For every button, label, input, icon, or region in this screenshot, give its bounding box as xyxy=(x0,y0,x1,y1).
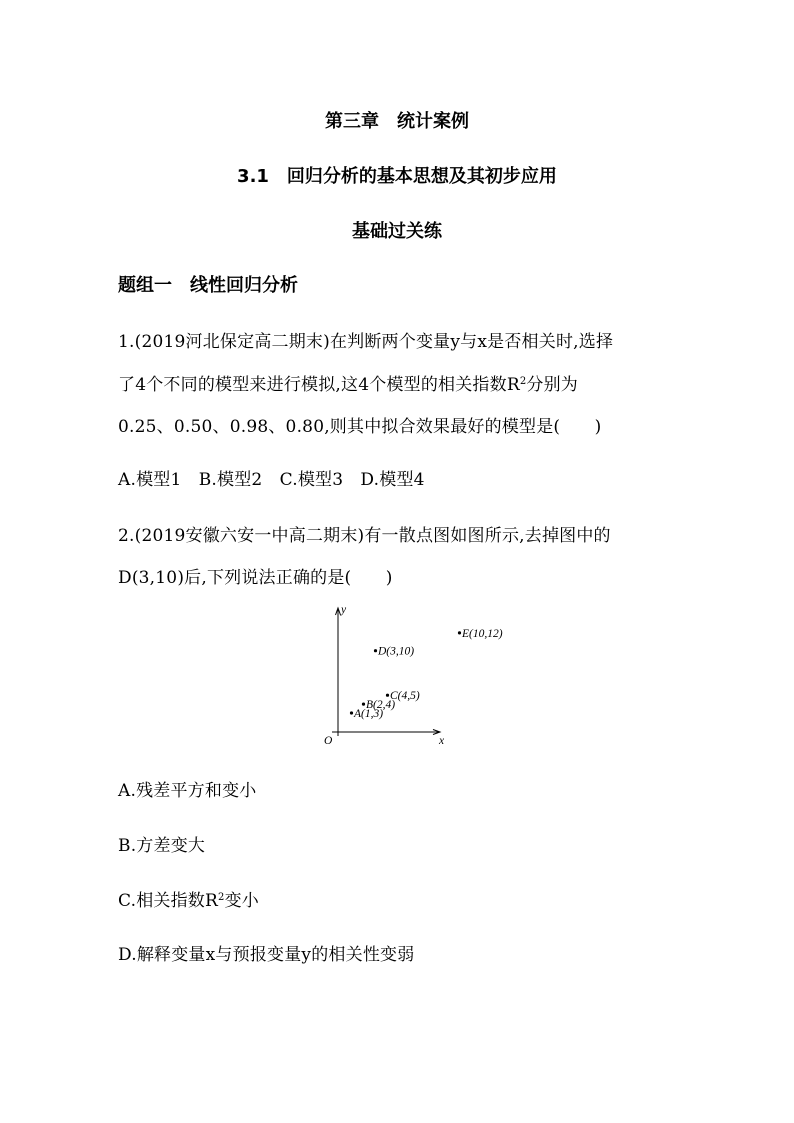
q2-option-b: B.方差变大 xyxy=(118,836,206,856)
y-axis-label: y xyxy=(341,604,347,616)
q2-option-c-tail: 变小 xyxy=(224,891,259,911)
q1-line-2 xyxy=(118,370,578,395)
q2-option-c-text: C.相关指数R xyxy=(118,891,219,911)
q1-options: A.模型1 B.模型2 C.模型3 D.模型4 xyxy=(118,470,425,490)
subsection-title: 基础过关练 xyxy=(352,221,442,242)
q1-line-1: 1.(2019河北保定高二期末)在判断两个变量y与x是否相关时,选择 xyxy=(118,332,614,352)
q2-option-c-superscript: 2 xyxy=(218,892,225,903)
q2-line-1: 2.(2019安徽六安一中高二期末)有一散点图如图所示,去掉图中的 xyxy=(118,526,611,546)
q1-superscript: 2 xyxy=(519,376,527,387)
section-title: 3.1 回归分析的基本思想及其初步应用 xyxy=(237,166,557,187)
point-a xyxy=(350,711,353,714)
chapter-title: 第三章 统计案例 xyxy=(325,111,469,132)
q1-line-3: 0.25、0.50、0.98、0.80,则其中拟合效果最好的模型是( ) xyxy=(118,417,602,437)
point-c xyxy=(386,694,389,697)
point-label-d: D(3,10) xyxy=(378,645,415,658)
x-axis-label: x xyxy=(439,735,445,747)
point-label-b: B(2,4) xyxy=(366,699,396,712)
q2-option-a: A.残差平方和变小 xyxy=(118,781,257,801)
point-label-a: A(1,3) xyxy=(354,708,384,720)
point-e xyxy=(458,631,461,634)
q2-option-c xyxy=(118,886,259,911)
scatter-plot xyxy=(310,600,503,748)
q1-line-2-text: 了4个不同的模型来进行模拟,这4个模型的相关指数R xyxy=(118,375,520,395)
question-group-title: 题组一 线性回归分析 xyxy=(118,275,298,296)
point-label-e: E(10,12) xyxy=(462,627,503,640)
point-label-c: C(4,5) xyxy=(390,690,420,703)
point-d xyxy=(374,649,377,652)
q2-option-d: D.解释变量x与预报变量y的相关性变弱 xyxy=(118,945,415,965)
q2-line-2: D(3,10)后,下列说法正确的是( ) xyxy=(118,568,393,588)
q1-line-2-tail: 分别为 xyxy=(526,375,579,395)
point-b xyxy=(362,703,365,706)
origin-label: O xyxy=(324,735,333,747)
